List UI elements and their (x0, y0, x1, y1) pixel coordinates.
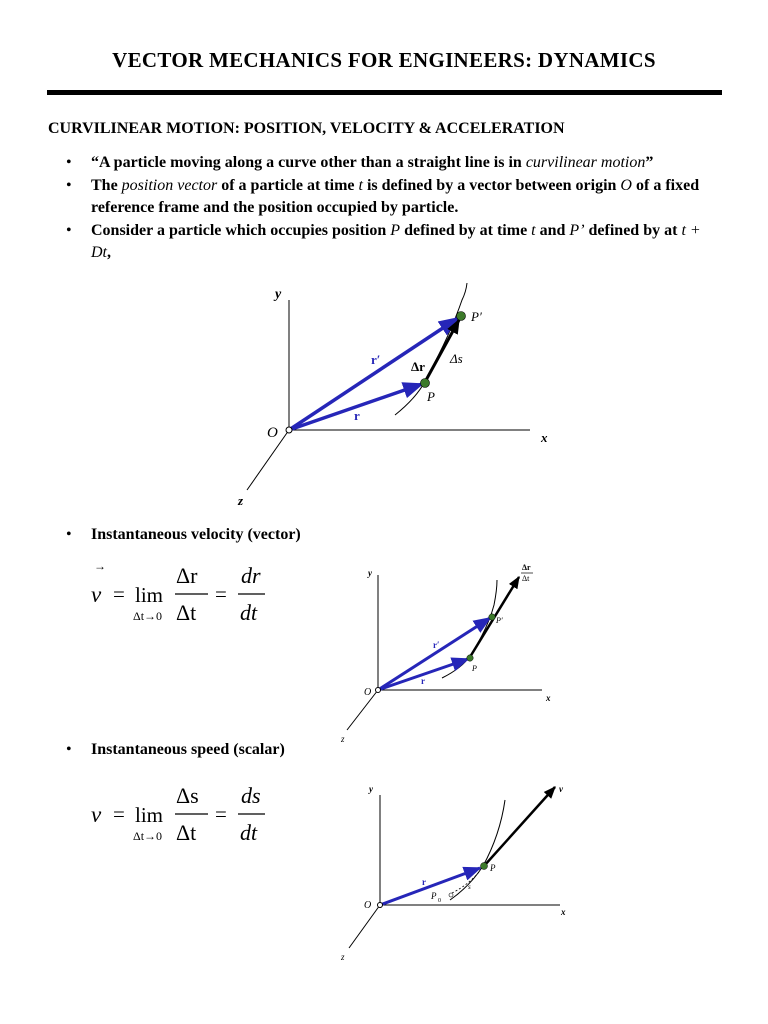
label-origin: O (267, 425, 278, 441)
title-rule (47, 90, 722, 95)
origin-point (286, 427, 292, 433)
speed-figure (335, 775, 575, 965)
bullet-consider-particle: • Consider a particle which occupies position P defined by at time t and P’ defined by at t + Dt, (66, 220, 716, 265)
intro-bullet-list (66, 152, 716, 265)
particle-p-prime (489, 614, 495, 620)
denominator-delta-t: Δt (176, 820, 197, 845)
label-r: r (422, 877, 426, 887)
label-p: P (427, 389, 435, 404)
denominator-delta-t: Δt (176, 600, 197, 625)
particle-p (467, 655, 473, 661)
label-z: z (238, 493, 244, 508)
origin-point (376, 688, 381, 693)
velocity-vector (484, 787, 555, 866)
bullet-position-vector: • The position vector of a particle at time t is defined by a vector between origin O of a fixed reference frame and the position occupied by particle. (66, 175, 716, 220)
reference-point-p0 (449, 893, 453, 897)
numerator-delta-s: Δs (176, 783, 199, 808)
page-title: VECTOR MECHANICS FOR ENGINEERS: DYNAMICS (112, 48, 656, 72)
label-y: y (368, 568, 372, 578)
numerator-dr: dr (241, 563, 261, 588)
label-y: y (275, 287, 282, 302)
vector-r (380, 868, 480, 905)
label-x: x (561, 907, 566, 917)
velocity-formula (85, 558, 285, 628)
equals-1: = (113, 582, 125, 606)
label-delta-r: Δr (411, 359, 425, 374)
velocity-figure (335, 555, 560, 747)
label-r: r (421, 676, 425, 686)
label-r-prime: r′ (371, 352, 381, 367)
label-r-prime: r′ (433, 640, 440, 650)
label-delta-s: Δs (450, 351, 463, 366)
label-p0: P (431, 891, 437, 901)
lim-subscript: Δt→0 (133, 829, 163, 843)
velocity-bullet: • Instantaneous velocity (vector) (66, 526, 301, 543)
particle-p (421, 379, 430, 388)
label-x: x (546, 693, 551, 703)
bullet-curvilinear-definition: • “A particle moving along a curve other than a straight line is in curvilinear motion” (66, 152, 716, 175)
origin-point (378, 903, 383, 908)
speed-bullet: • Instantaneous speed (scalar) (66, 741, 285, 758)
label-origin: O (364, 900, 372, 911)
label-v: v (559, 784, 563, 794)
label-x: x (541, 430, 548, 445)
label-p-prime: P′ (496, 616, 503, 625)
denominator-dt: dt (240, 600, 258, 625)
z-axis (349, 905, 380, 948)
equals-2: = (215, 582, 227, 606)
particle-p-prime (457, 312, 466, 321)
vector-r-prime (289, 318, 458, 430)
label-s: s (468, 883, 471, 891)
label-z: z (341, 734, 345, 744)
label-origin: O (364, 687, 372, 698)
position-vector-figure (225, 280, 555, 512)
label-y: y (369, 784, 373, 794)
label-p-prime: P′ (471, 309, 482, 324)
speed-symbol: v (91, 802, 102, 827)
lim-subscript: Δt→0 (133, 609, 163, 623)
numerator-ds: ds (241, 783, 261, 808)
label-p: P (472, 664, 477, 673)
denominator-dt: dt (240, 820, 258, 845)
label-velocity-den: Δt (522, 574, 530, 583)
particle-p (481, 863, 488, 870)
trajectory-curve (442, 580, 497, 678)
numerator-delta-r: Δr (176, 563, 198, 588)
z-axis (347, 690, 378, 730)
label-velocity-num: Δr (522, 563, 531, 572)
equals-1: = (113, 802, 125, 826)
vector-r (289, 384, 422, 430)
speed-formula (85, 778, 285, 848)
section-heading: CURVILINEAR MOTION: POSITION, VELOCITY & ACCELERATION (48, 120, 565, 137)
vector-arrow-accent: → (94, 559, 106, 573)
arc-length-indicator (452, 872, 479, 893)
lim-operator: lim (135, 803, 164, 827)
velocity-symbol: v (91, 582, 102, 607)
label-r: r (354, 408, 360, 423)
equals-2: = (215, 802, 227, 826)
label-p0-subscript: 0 (438, 898, 441, 904)
label-p: P (490, 863, 496, 873)
label-z: z (341, 952, 345, 962)
lim-operator: lim (135, 583, 164, 607)
